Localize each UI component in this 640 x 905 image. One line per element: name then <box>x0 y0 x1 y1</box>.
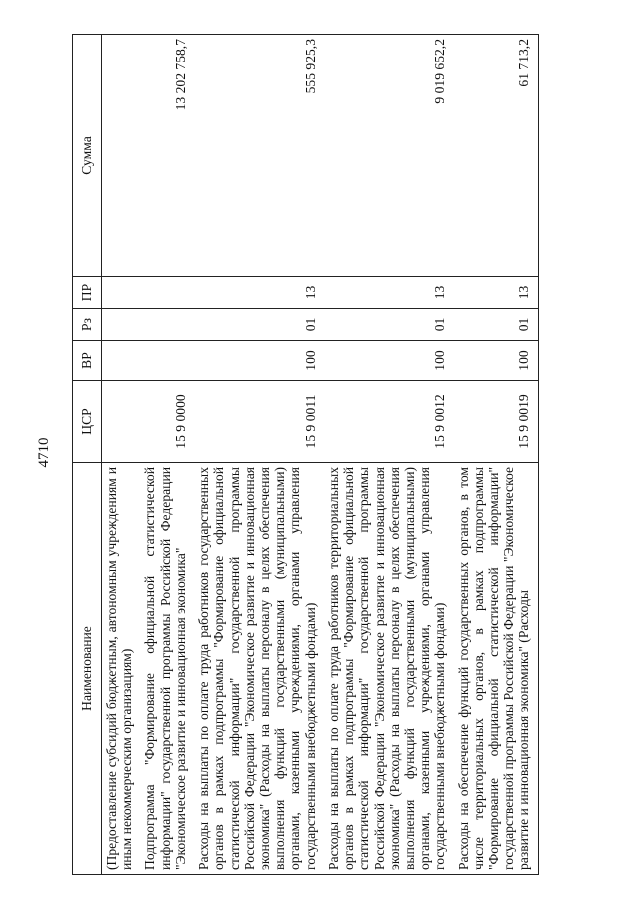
row-csr: 15 9 0011 <box>194 381 324 463</box>
row-pr: 13 <box>194 277 324 309</box>
header-pr: ПР <box>73 277 102 309</box>
row-rz: 01 <box>194 309 324 341</box>
row-vr: 100 <box>324 341 454 381</box>
header-vr: ВР <box>73 341 102 381</box>
table-row <box>140 35 194 875</box>
row-vr: 100 <box>454 341 539 381</box>
row-pr: 13 <box>324 277 454 309</box>
row-pr: 13 <box>454 277 539 309</box>
table-row <box>324 35 454 875</box>
row-name: (Предоставление субсидий бюджетным, автономным учреждениям и иным некоммерческим организациям) <box>102 463 141 875</box>
table-row <box>102 35 141 875</box>
budget-table <box>72 34 539 875</box>
header-name: Наименование <box>73 463 102 875</box>
row-vr <box>140 341 194 381</box>
row-vr: 100 <box>194 341 324 381</box>
header-rz: Рз <box>73 309 102 341</box>
row-sum: 13 202 758,7 <box>140 35 194 277</box>
row-csr: 15 9 0019 <box>454 381 539 463</box>
row-name: Подпрограмма "Формирование официальной статистической информации" государственной программы Российской Федерации "Экономическое развитие и инновационная экономика" <box>140 463 194 875</box>
row-name: Расходы на выплаты по оплате труда работников государственных органов в рамках подпрограммы "Формирование официальной статистической информации" государственной программы Российской Федерации "Экономическое развитие и инновационная экономика" (Расходы на выплаты персоналу в целях обеспечения выполнения функций государственными (муниципальными) органами, казенными учреждениями, органами управления государственными внебюджетными фондами) <box>194 463 324 875</box>
row-rz: 01 <box>454 309 539 341</box>
row-rz <box>102 309 141 341</box>
row-rz <box>140 309 194 341</box>
header-csr: ЦСР <box>73 381 102 463</box>
row-csr: 15 9 0012 <box>324 381 454 463</box>
header-sum: Сумма <box>73 35 102 277</box>
page-number: 4710 <box>36 437 52 468</box>
row-name: Расходы на выплаты по оплате труда работников территориальных органов в рамках подпрограммы "Формирование официальной статистической информации" государственной программы Российской Федерации "Экономическое развитие и инновационная экономика" (Расходы на выплаты персоналу в целях обеспечения выполнения функций государственными (муниципальными) органами, казенными учреждениями, органами управления государственными внебюджетными фондами) <box>324 463 454 875</box>
row-name: Расходы на обеспечение функций государственных органов, в том числе территориальных органов, в рамках подпрограммы "Формирование официальной статистической информации" государственной программы Российской Федерации "Экономическое развитие и инновационная экономика" (Расходы <box>454 463 539 875</box>
table-header-row <box>73 35 102 875</box>
row-sum: 61 713,2 <box>454 35 539 277</box>
row-csr: 15 9 0000 <box>140 381 194 463</box>
row-vr <box>102 341 141 381</box>
row-sum <box>102 35 141 277</box>
row-csr <box>102 381 141 463</box>
row-pr <box>102 277 141 309</box>
table-row <box>454 35 539 875</box>
row-sum: 555 925,3 <box>194 35 324 277</box>
table-row <box>194 35 324 875</box>
row-sum: 9 019 652,2 <box>324 35 454 277</box>
row-rz: 01 <box>324 309 454 341</box>
row-pr <box>140 277 194 309</box>
